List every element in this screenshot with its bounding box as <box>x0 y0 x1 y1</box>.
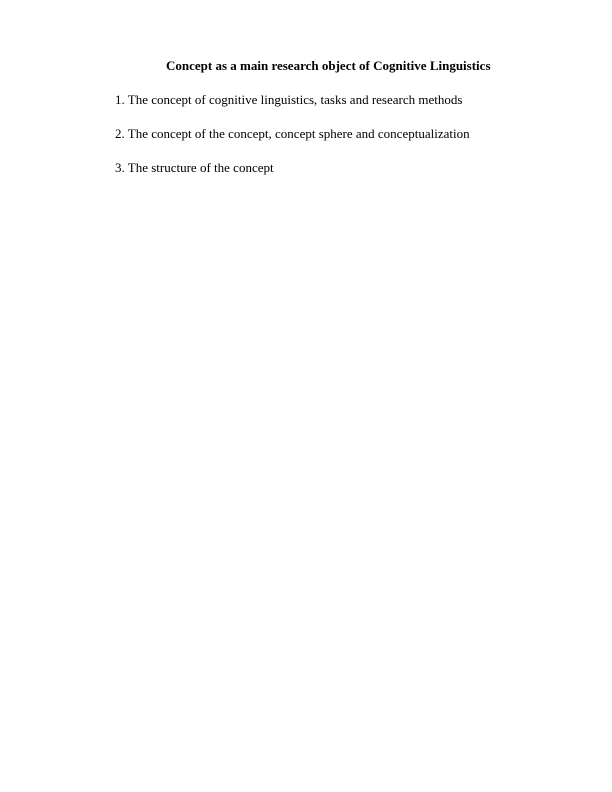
outline-item-2: 2. The concept of the concept, concept sphere and conceptualization <box>115 126 470 141</box>
outline-item-1: 1. The concept of cognitive linguistics, tasks and research methods <box>115 92 463 107</box>
outline-item-3: 3. The structure of the concept <box>115 160 274 175</box>
outline-list <box>115 92 470 194</box>
document-title: Concept as a main research object of Cognitive Linguistics <box>166 58 491 73</box>
